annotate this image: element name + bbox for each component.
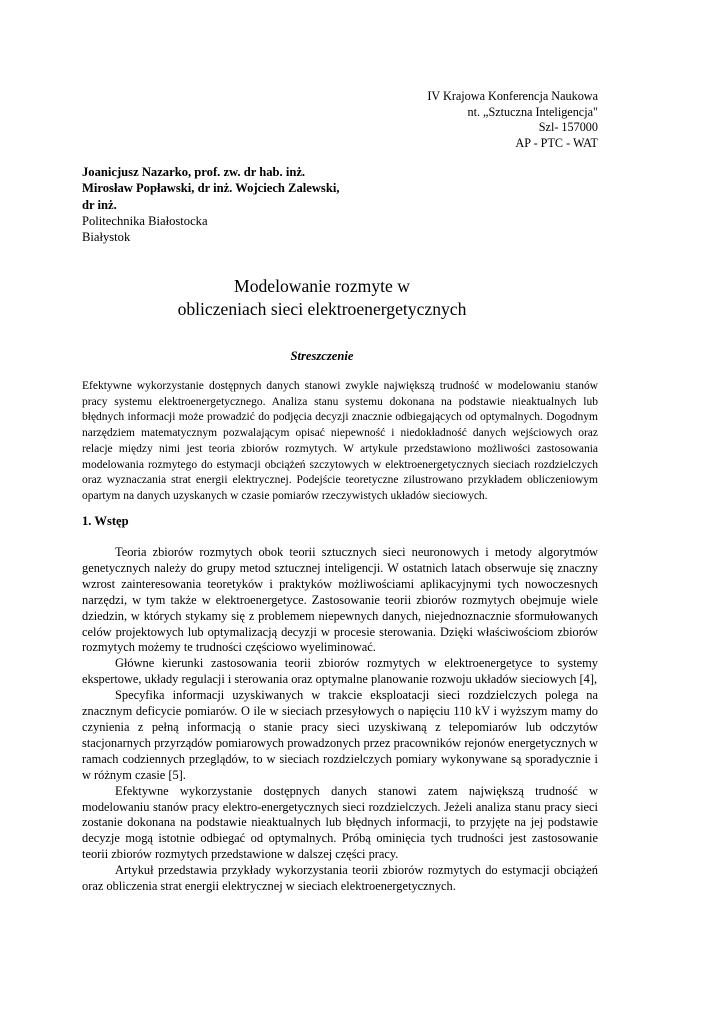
- conference-line: Szl- 157000: [538, 120, 598, 135]
- title-line: Modelowanie rozmyte w: [234, 276, 410, 296]
- conference-info: [427, 89, 598, 151]
- body-paragraph: Główne kierunki zastosowania teorii zbiorów rozmytych w elektroenergetyce to systemy ekspertowe, układy regulacji i sterowania oraz optymalne planowanie rozwoju układów sieciowych [4],: [82, 656, 598, 687]
- abstract-text: Efektywne wykorzystanie dostępnych danych stanowi zwykle największą trudność w modelowaniu stanów pracy systemu elektroenergetycznego. Analiza stanu systemu dokonana na podstawie nieaktualnych lub błędnych informacji może prowadzić do podjęcia decyzji znacznie odbiegających od optymalnych. Dogodnym narzędziem matematycznym pozwalającym opisać niepewność i niedokładność danych wejściowych oraz relacje między nimi jest teoria zbiorów rozmytych. W artykule przedstawiono możliwości zastosowania modelowania rozmytego do estymacji obciążeń szczytowych w elektroenergetycznych sieciach rozdzielczych oraz wyznaczania strat energii elektrycznej. Podejście teoretyczne zilustrowano przykładem obliczeniowym opartym na danych uzyskanych w czasie pomiarów rzeczywistych układów sieciowych.: [82, 380, 598, 502]
- conference-line: IV Krajowa Konferencja Naukowa: [427, 89, 598, 103]
- section-body: [82, 545, 598, 895]
- conference-line: nt. „Sztuczna Inteligencja": [467, 104, 598, 119]
- body-paragraph: Efektywne wykorzystanie dostępnych danych stanowi zatem największą trudność w modelowaniu stanów pracy elektro-energetycznych sieci rozdzielczych. Jeżeli analiza stanu pracy sieci zostanie dokonana na podstawie nieaktualnych lub błędnych informacji, to przyjęte na jej podstawie decyzje mogą istotnie odbiegać od optymalnych. Próbą ominięcia tych trudności jest zastosowanie teorii zbiorów rozmytych przedstawione w dalszej części pracy.: [82, 783, 598, 862]
- title-line: obliczeniach sieci elektroenergetycznych: [177, 298, 467, 319]
- author-institution: Politechnika Białostocka: [82, 213, 208, 228]
- abstract-heading: Streszczenie: [290, 349, 354, 363]
- paper-title: [82, 275, 562, 320]
- body-paragraph: Specyfika informacji uzyskiwanych w trakcie eksploatacji sieci rozdzielczych polega na znacznym deficycie pomiarów. O ile w sieciach przesyłowych o napięciu 110 kV i wyższym mamy do czynienia z pełną informacją o stanie pracy sieci uzyskiwaną z telepomiarów lub odczytów stacjonarnych przyrządów pomiarowych prowadzonych przez pracowników rejonów energetycznych w ramach codziennych przeglądów, to w sieciach rozdzielczych pomiary wykonywane są sporadycznie i w różnym czasie [5].: [82, 688, 598, 782]
- section-heading: 1. Wstęp: [82, 514, 129, 528]
- author-city: Białystok: [82, 230, 131, 245]
- conference-line: AP - PTC - WAT: [515, 135, 598, 150]
- body-paragraph: Teoria zbiorów rozmytych obok teorii sztucznych sieci neuronowych i metody algorytmów genetycznych należy do grupy metod sztucznej inteligencji. W ostatnich latach obserwuje się znaczny wzrost zainteresowania teoretyków i praktyków możliwościami aplikacyjnymi tych nowoczesnych narzędzi, w tym także w elektroenergetyce. Zastosowanie teorii zbiorów rozmytych obejmuje wiele dziedzin, w których stykamy się z problemem niepewnych danych, niejednoznacznie sformułowanych celów projektowych lub optymalizacją decyzji w procesie sterowania. Dzięki właściwościom zbiorów rozmytych możemy te trudności częściowo wyeliminować.: [82, 545, 598, 655]
- author-block: [82, 164, 342, 245]
- body-paragraph: Artykuł przedstawia przykłady wykorzystania teorii zbiorów rozmytych do estymacji obciążeń oraz obliczenia strat energii elektrycznej w sieciach elektroenergetycznych.: [82, 863, 598, 894]
- author-names: Joanicjusz Nazarko, prof. zw. dr hab. inż. Mirosław Popławski, dr inż. Wojciech Zalewski, dr inż.: [82, 165, 340, 212]
